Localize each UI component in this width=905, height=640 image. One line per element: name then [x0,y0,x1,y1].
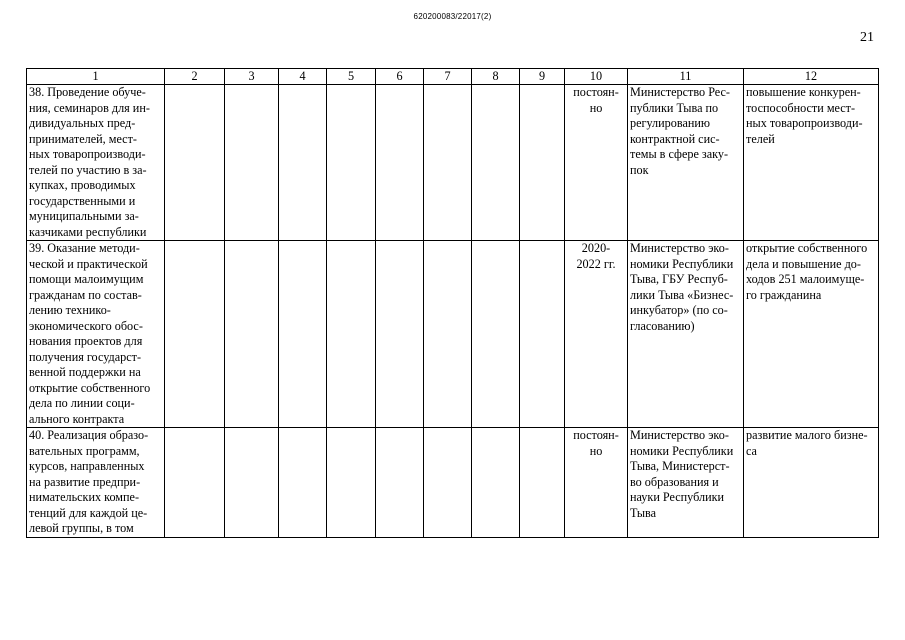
empty-cell [279,428,327,538]
page-number: 21 [860,30,874,45]
column-header: 2 [165,69,225,85]
empty-cell [424,428,472,538]
deadline: 2020- 2022 гг. [565,241,628,428]
empty-cell [520,85,565,241]
expected-result: повышение конкурен- тоспособности мест- ных товаропроизводи- телей [744,85,879,241]
expected-result: развитие малого бизне- са [744,428,879,538]
empty-cell [327,428,376,538]
document-id: 620200083/22017(2) [413,12,492,21]
empty-cell [376,241,424,428]
empty-cell [520,241,565,428]
empty-cell [424,85,472,241]
column-header: 1 [27,69,165,85]
empty-cell [279,241,327,428]
empty-cell [520,428,565,538]
empty-cell [472,85,520,241]
column-header: 4 [279,69,327,85]
empty-cell [424,241,472,428]
column-header: 9 [520,69,565,85]
responsible-executor: Министерство эко- номики Республики Тыва, ГБУ Респуб- лики Тыва «Бизнес- инкубатор» (по со- гласованию) [628,241,744,428]
deadline: постоян- но [565,85,628,241]
measures-table [26,68,879,538]
empty-cell [472,241,520,428]
empty-cell [225,85,279,241]
table-header-row [27,69,879,85]
responsible-executor: Министерство эко- номики Республики Тыва, Министерст- во образования и науки Республики Тыва [628,428,744,538]
column-header: 8 [472,69,520,85]
deadline: постоян- но [565,428,628,538]
empty-cell [225,241,279,428]
table-row [27,85,879,241]
column-header: 6 [376,69,424,85]
empty-cell [225,428,279,538]
empty-cell [376,85,424,241]
responsible-executor: Министерство Рес- публики Тыва по регулированию контрактной сис- темы в сфере заку- пок [628,85,744,241]
table-row [27,241,879,428]
measure-description: 39. Оказание методи- ческой и практической помощи малоимущим гражданам по состав- лению технико- экономического обос- нования проектов для получения государст- венной поддержки на открытие собственного дела по линии соци- ального контракта [27,241,165,428]
column-header: 5 [327,69,376,85]
table-row [27,428,879,538]
column-header: 10 [565,69,628,85]
column-header: 7 [424,69,472,85]
column-header: 12 [744,69,879,85]
column-header: 11 [628,69,744,85]
empty-cell [327,85,376,241]
measure-description: 38. Проведение обуче- ния, семинаров для ин- дивидуальных пред- принимателей, мест- ных товаропроизводи- телей по участию в за- купках, проводимых государственными и муниципальными за- казчиками республики [27,85,165,241]
expected-result: открытие собственного дела и повышение до- ходов 251 малоимуще- го гражданина [744,241,879,428]
empty-cell [472,428,520,538]
empty-cell [165,85,225,241]
empty-cell [165,241,225,428]
empty-cell [376,428,424,538]
empty-cell [279,85,327,241]
empty-cell [327,241,376,428]
empty-cell [165,428,225,538]
measure-description: 40. Реализация образо- вательных программ, курсов, направленных на развитие предпри- нимательских компе- тенций для каждой це- левой группы, в том [27,428,165,538]
column-header: 3 [225,69,279,85]
